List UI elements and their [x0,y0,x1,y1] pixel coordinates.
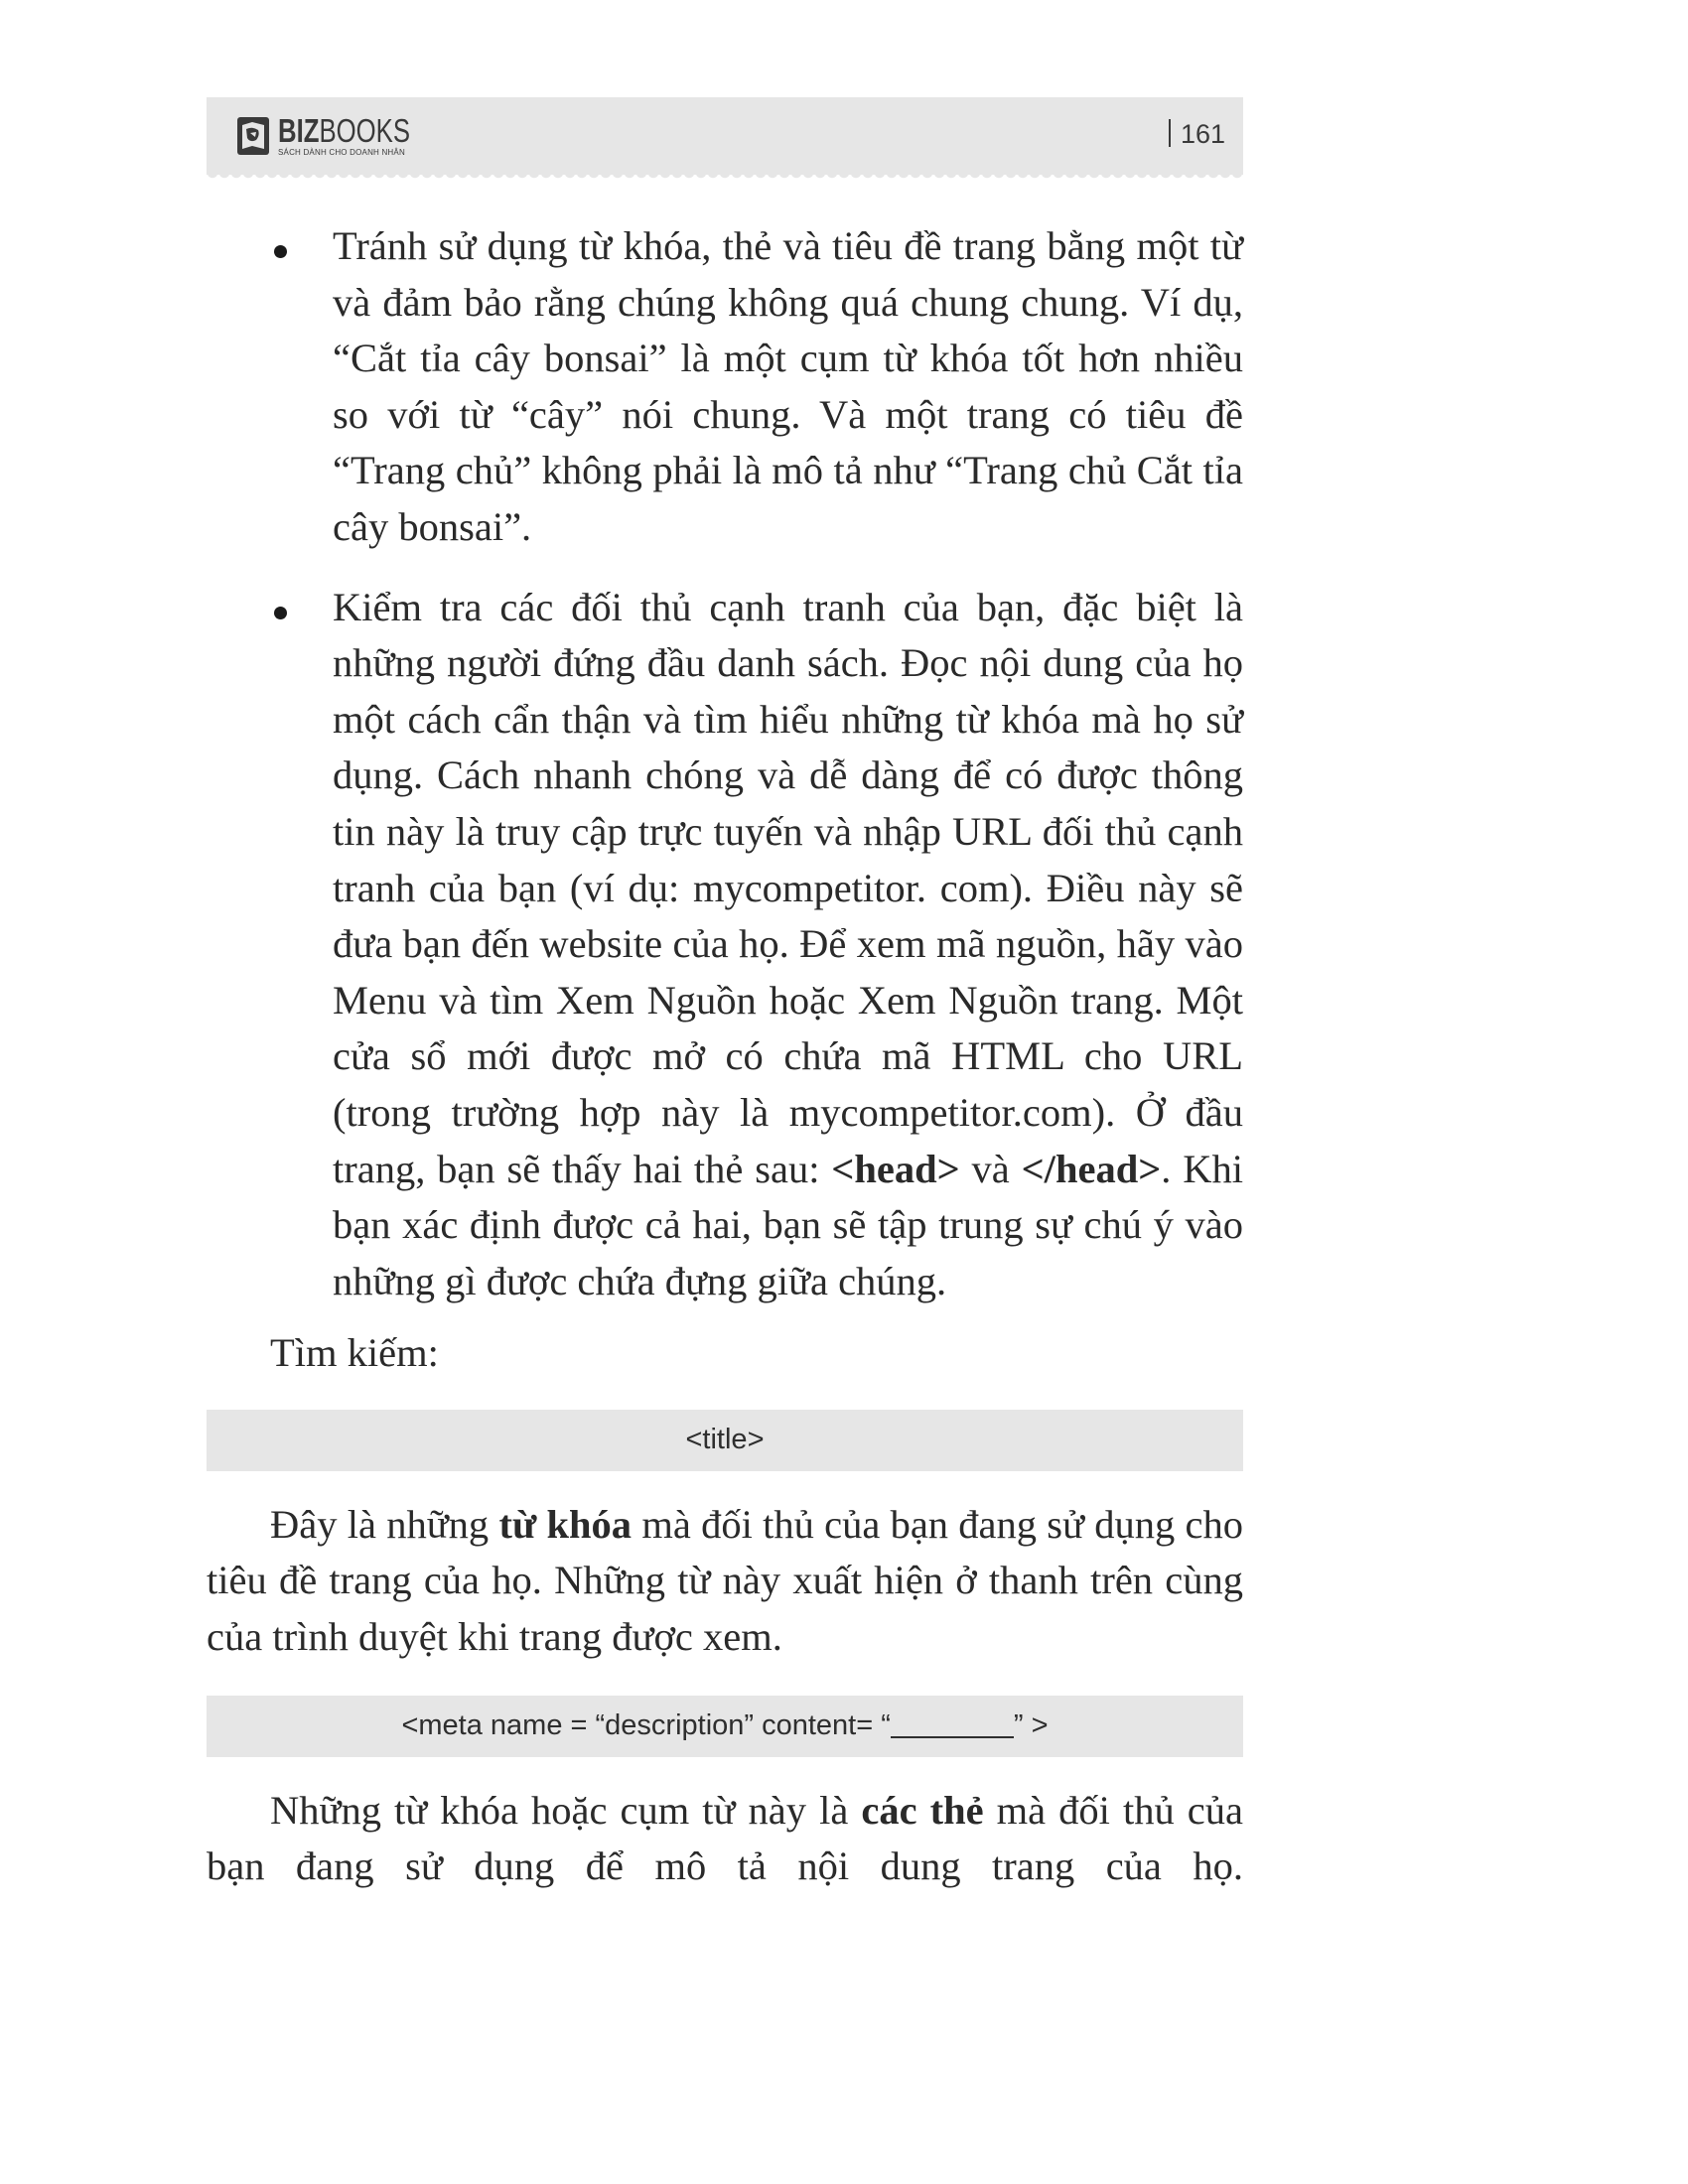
page-header [207,97,1243,175]
page-body [207,218,1243,1895]
bullet-item: Tránh sử dụng từ khóa, thẻ và tiêu đề trang bằng một từ và đảm bảo rằng chúng không quá chung chung. Ví dụ, “Cắt tỉa cây bonsai” là một cụm từ khóa tốt hơn nhiều so với từ “cây” nói chung. Và một trang có tiêu đề “Trang chủ” không phải là mô tả như “Trang chủ Cắt tỉa cây bonsai”. [207,218,1243,556]
bullet-item: Kiểm tra các đối thủ cạnh tranh của bạn, đặc biệt là những người đứng đầu danh sách. Đọc nội dung của họ một cách cẩn thận và tìm hiểu những từ khóa mà họ sử dụng. Cách nhanh chóng và dễ dàng để có được thông tin này là truy cập trực tuyến và nhập URL đối thủ cạnh tranh của bạn (ví dụ: mycompetitor. com). Điều này sẽ đưa bạn đến website của họ. Để xem mã nguồn, hãy vào Menu và tìm Xem Nguồn hoặc Xem Nguồn trang. Một cửa sổ mới được mở có chứa mã HTML cho URL (trong trường hợp này là mycompetitor.com). Ở đầu trang, bạn sẽ thấy hai thẻ sau: <head> và </head>. Khi bạn xác định được cả hai, bạn sẽ tập trung sự chú ý vào những gì được chứa đựng giữa chúng. [207,580,1243,1310]
code-box-title: <title> [207,1410,1243,1471]
blank-line [891,1714,1014,1738]
brand-name: BIZBOOKS [278,111,411,149]
bizbooks-logo-icon [236,113,270,157]
publisher-logo [236,113,448,157]
paragraph: Đây là những từ khóa mà đối thủ của bạn đang sử dụng cho tiêu đề trang của họ. Những từ này xuất hiện ở thanh trên cùng của trình duyệt khi trang được xem. [207,1501,1244,1660]
paragraph: Những từ khóa hoặc cụm từ này là các thẻ mà đối thủ của bạn đang sử dụng để mô tả nội dung trang của họ. [207,1787,1243,1889]
brand-tagline: SÁCH DÀNH CHO DOANH NHÂN [278,147,405,157]
code-box-meta: <meta name = “description” content= “ ” > [207,1696,1243,1757]
page-number: 161 [1169,119,1225,150]
search-label: Tìm kiếm: [270,1330,439,1376]
